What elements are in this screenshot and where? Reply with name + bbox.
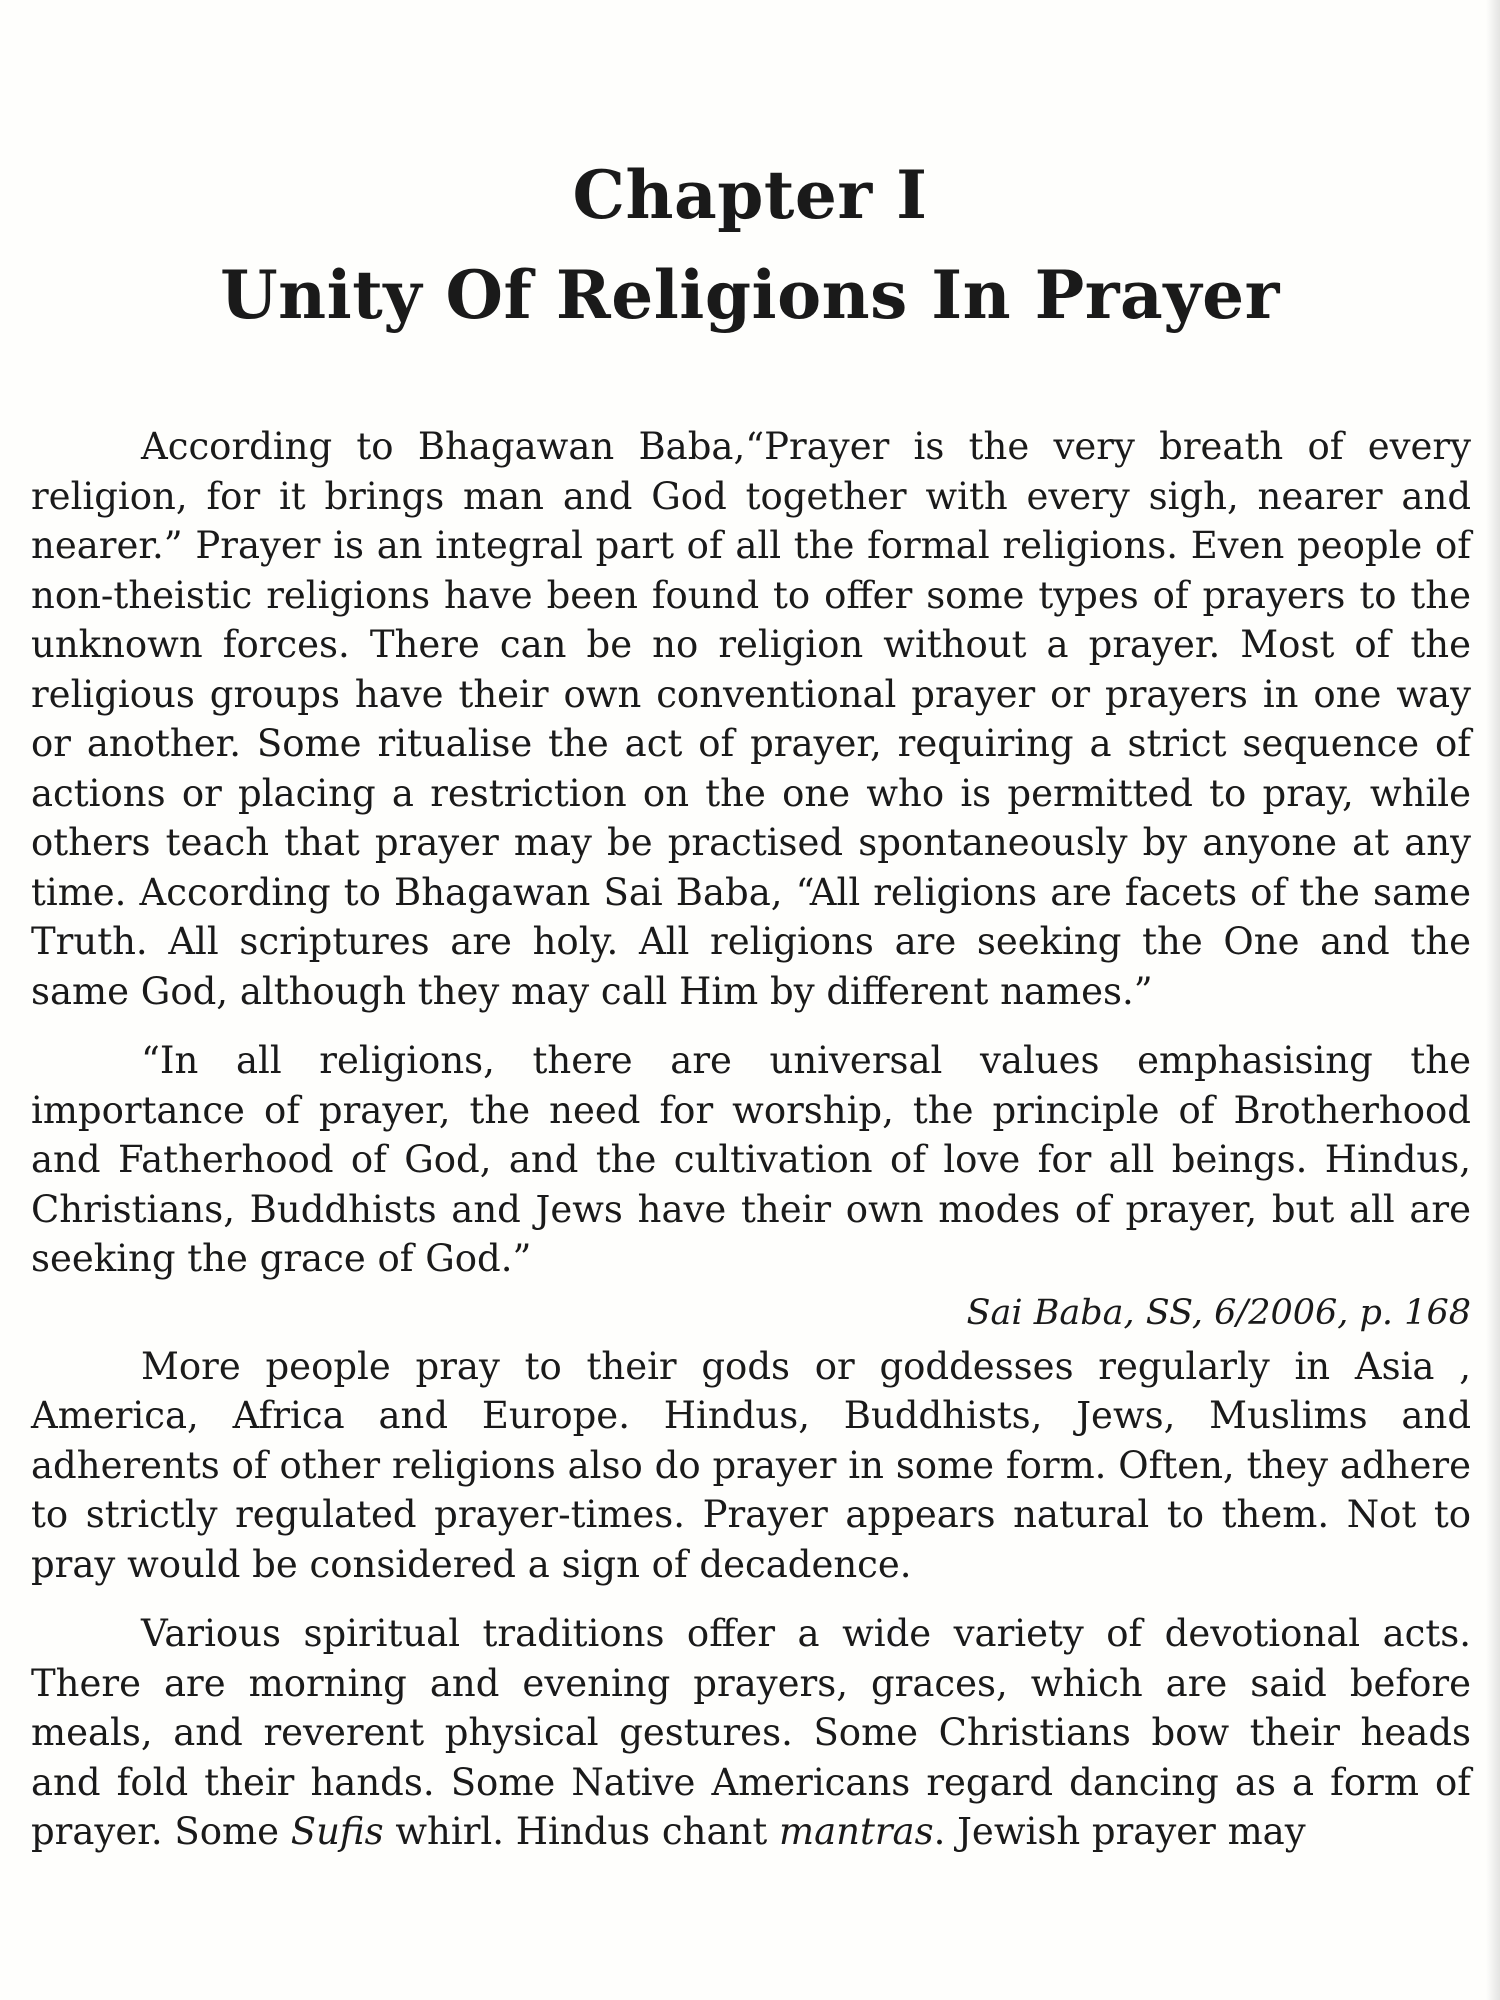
citation: Sai Baba, SS, 6/2006, p. 168 (966, 1292, 1471, 1333)
paragraph-4-text: Various spiritual traditions offer a wide variety of devotional acts. There are morning and evening prayers, graces, which are said before meals, and reverent physical gestures. Some Christians bow their heads and fold their hands. Some Native Americans regard dancing as a form of prayer. Some (31, 1612, 1471, 1853)
paragraph-gap (31, 1589, 1471, 1609)
mantras-term: mantras (779, 1810, 934, 1853)
paragraph-2: “In all religions, there are universal values emphasising the importance of prayer, the need for worship, the principle of Brotherhood and Fatherhood of God, and the cultivation of love for all beings. Hindus, Christians, Buddhists and Jews have their own modes of prayer, but all are seeking the grace of God.” (31, 1039, 1471, 1280)
paragraph-4-text: whirl. Hindus chant (383, 1810, 779, 1853)
paragraph-4-text: . Jewish prayer may (933, 1810, 1306, 1853)
sufis-term: Sufis (290, 1810, 384, 1853)
chapter-heading (0, 150, 1500, 350)
page-edge-shadow (1486, 0, 1500, 2000)
paragraph-3: More people pray to their gods or goddesses regularly in Asia , America, Africa and Europe. Hindus, Buddhists, Jews, Muslims and adherents of other religions also do prayer in some form. Often, they adhere to strictly regulated prayer-times. Prayer appears natural to them. Not to pray would be considered a sign of decadence. (31, 1344, 1471, 1586)
chapter-title: Unity Of Religions In Prayer (220, 256, 1280, 334)
paragraph-4 (31, 1609, 1471, 1857)
chapter-number: Chapter I (572, 156, 928, 234)
paragraph-1: According to Bhagawan Baba,“Prayer is the very breath of every religion, for it brings man and God together with every sigh, nearer and nearer.” Prayer is an integral part of all the formal religions. Even people of non-theistic religions have been found to offer some types of prayers to the unknown forces. There can be no religion without a prayer. Most of the religious groups have their own conventional prayer or prayers in one way or another. Some ritualise the act of prayer, requiring a strict sequence of actions or placing a restriction on the one who is permitted to pray, while others teach that prayer may be practised spontaneously by anyone at any time. According to Bhagawan Sai Baba, “All religions are facets of the same Truth. All scriptures are holy. All religions are seeking the One and the same God, although they may call Him by different names.” (31, 425, 1471, 1013)
paragraph-gap (31, 1016, 1471, 1036)
page-body (31, 422, 1471, 1857)
